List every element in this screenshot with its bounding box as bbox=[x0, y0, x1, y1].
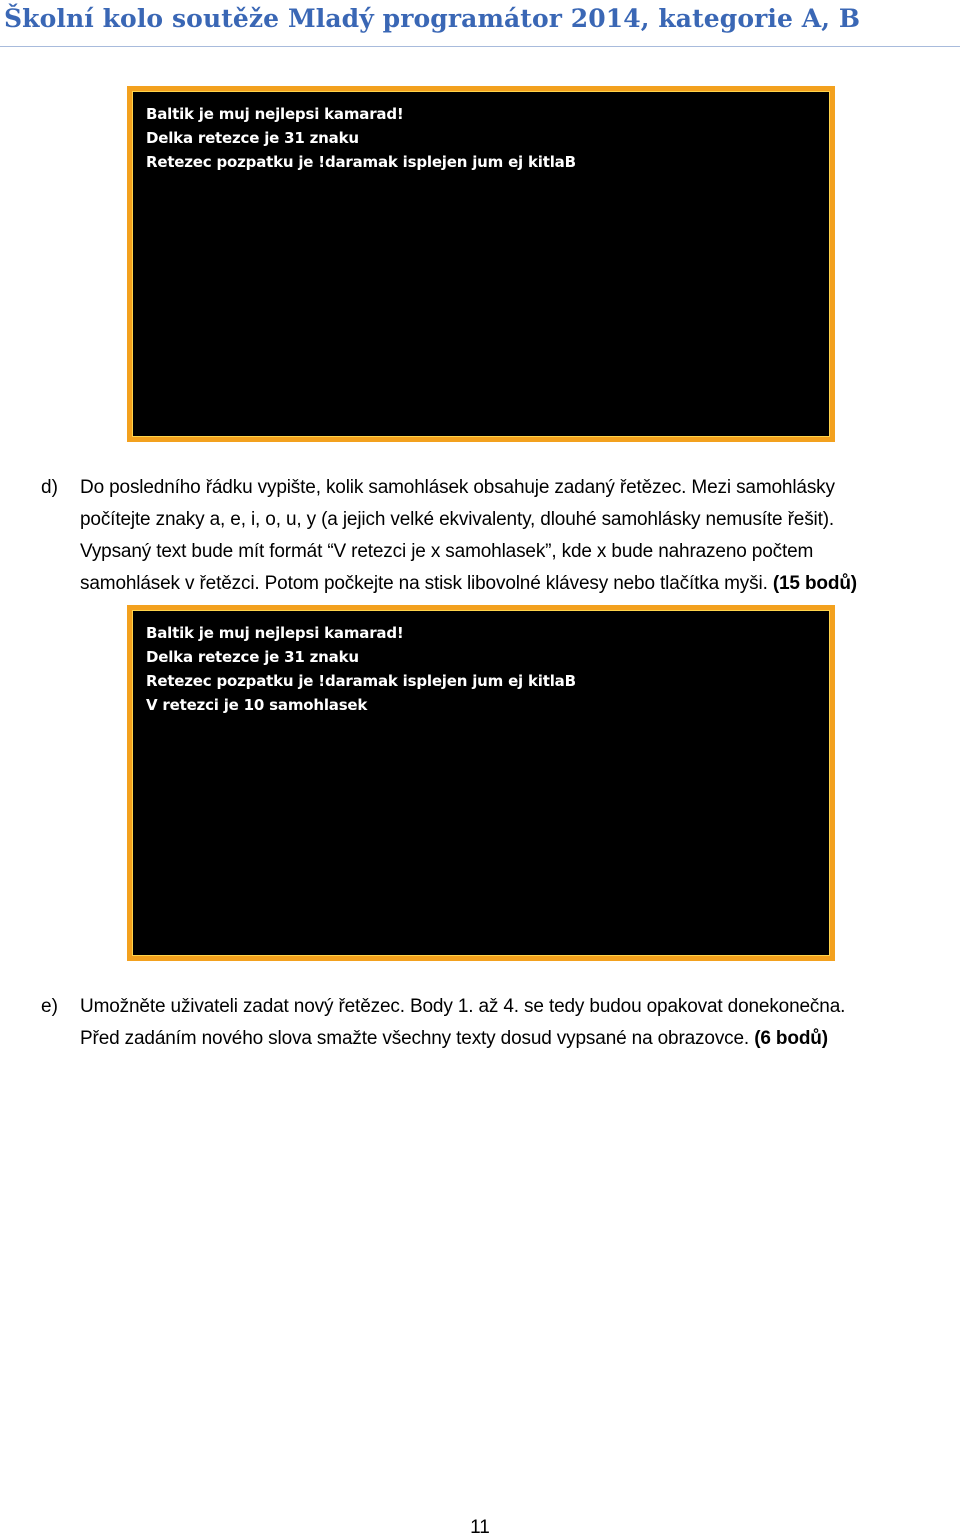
task-e-text: Před zadáním nového slova smažte všechny texty dosud vypsané na obrazovce. bbox=[80, 1028, 755, 1049]
task-d-points: (15 bodů) bbox=[772, 573, 857, 594]
console-screenshot-1 bbox=[127, 86, 835, 442]
page-number: 11 bbox=[470, 1517, 490, 1538]
task-d-line: počítejte znaky a, e, i, o, u, y (a jejich velké ekvivalenty, dlouhé samohlásky nemusíte řešit). bbox=[80, 509, 835, 530]
task-d-line: Do posledního řádku vypište, kolik samohlásek obsahuje zadaný řetězec. Mezi samohlásky bbox=[80, 477, 835, 498]
task-d-line: Vypsaný text bude mít formát “V retezci je x samohlasek”, kde x bude nahrazeno počtem bbox=[80, 541, 814, 562]
console-line: Baltik je muj nejlepsi kamarad! bbox=[146, 105, 404, 123]
console-line: Baltik je muj nejlepsi kamarad! bbox=[146, 624, 404, 642]
console-line: V retezci je 10 samohlasek bbox=[146, 696, 368, 714]
title-underline bbox=[0, 46, 960, 47]
console-screenshot-2 bbox=[127, 605, 835, 961]
task-d-label: d) bbox=[41, 477, 58, 498]
task-e-line-last bbox=[80, 1028, 828, 1050]
console-line: Retezec pozpatku je !daramak isplejen jum ej kitlaB bbox=[146, 153, 576, 171]
task-e-points: (6 bodů) bbox=[754, 1028, 828, 1049]
task-e-label: e) bbox=[41, 996, 58, 1017]
task-d-line-last bbox=[80, 573, 857, 595]
task-d-text: samohlásek v řetězci. Potom počkejte na stisk libovolné klávesy nebo tlačítka myši. bbox=[80, 573, 773, 594]
task-e-line: Umožněte uživateli zadat nový řetězec. Body 1. až 4. se tedy budou opakovat donekonečna. bbox=[80, 996, 846, 1017]
console-line: Retezec pozpatku je !daramak isplejen jum ej kitlaB bbox=[146, 672, 576, 690]
document-title: Školní kolo soutěže Mladý programátor 2014, kategorie A, B bbox=[4, 4, 861, 33]
console-line: Delka retezce je 31 znaku bbox=[146, 129, 359, 147]
console-line: Delka retezce je 31 znaku bbox=[146, 648, 359, 666]
